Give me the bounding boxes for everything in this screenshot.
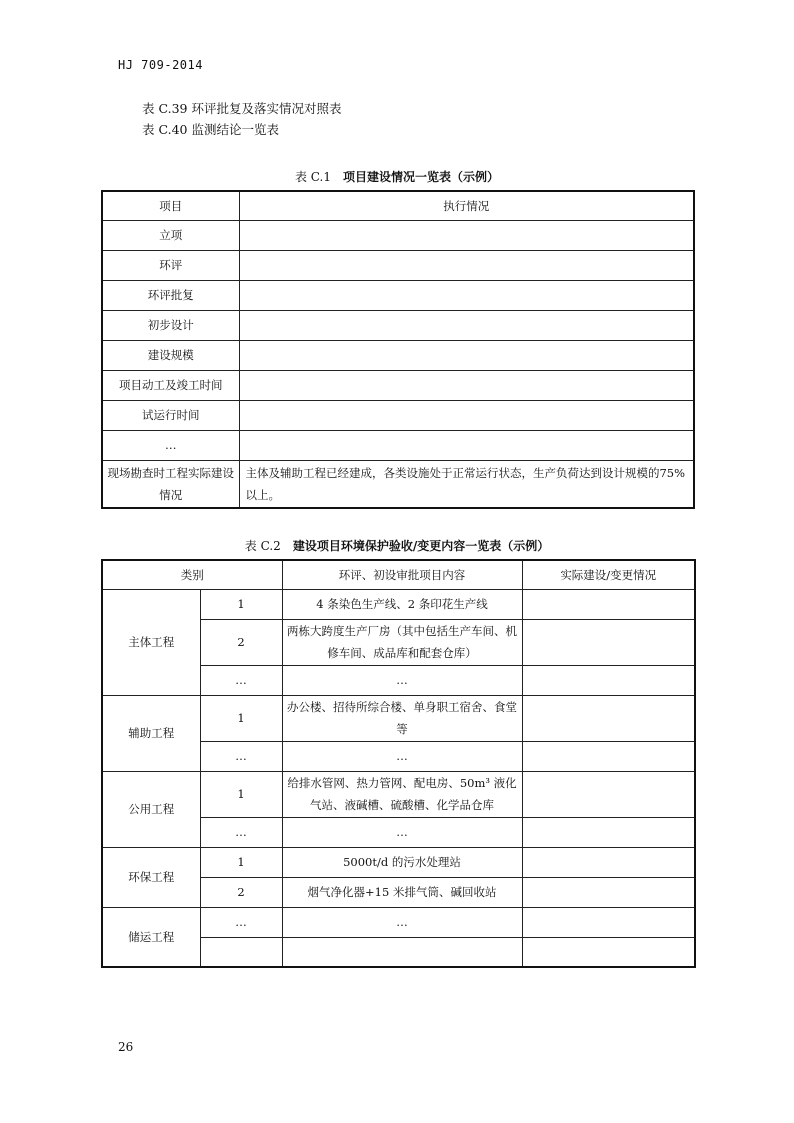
table-c2-caption — [0, 537, 794, 554]
item-cell: 建设规模 — [102, 340, 239, 370]
header-cell: 执行情况 — [239, 191, 694, 220]
actual-cell — [522, 589, 695, 619]
actual-cell — [522, 771, 695, 817]
table-row — [102, 310, 694, 340]
table-row — [102, 280, 694, 310]
actual-cell — [522, 937, 695, 967]
toc-list — [142, 98, 341, 140]
status-cell — [239, 370, 694, 400]
toc-item: 表 C.40 监测结论一览表 — [142, 122, 279, 137]
table-c1-caption — [0, 168, 794, 185]
table-row — [102, 847, 695, 877]
standard-code: HJ 709-2014 — [118, 58, 203, 72]
content-cell — [282, 937, 522, 967]
status-cell — [239, 340, 694, 370]
actual-cell — [522, 695, 695, 741]
item-cell: 环评 — [102, 250, 239, 280]
actual-cell — [522, 665, 695, 695]
table-c2 — [101, 559, 696, 968]
table-header-row — [102, 560, 695, 589]
content-cell: 两栋大跨度生产厂房（其中包括生产车间、机修车间、成品库和配套仓库） — [282, 619, 522, 665]
status-cell — [239, 220, 694, 250]
table-row — [102, 340, 694, 370]
content-cell: 办公楼、招待所综合楼、单身职工宿舍、食堂等 — [282, 695, 522, 741]
toc-item: 表 C.39 环评批复及落实情况对照表 — [142, 101, 342, 116]
table-row — [102, 400, 694, 430]
status-cell — [239, 250, 694, 280]
header-cell: 项目 — [102, 191, 239, 220]
index-cell: 1 — [200, 695, 282, 741]
content-cell: 给排水管网、热力管网、配电房、50m³ 液化气站、液碱槽、硫酸槽、化学品仓库 — [282, 771, 522, 817]
status-cell — [239, 310, 694, 340]
table-header-row — [102, 191, 694, 220]
category-cell: 环保工程 — [102, 847, 200, 907]
item-cell: 立项 — [102, 220, 239, 250]
table-c1 — [101, 190, 695, 509]
actual-cell — [522, 619, 695, 665]
index-cell — [200, 937, 282, 967]
table-c2-title: 建设项目环境保护验收/变更内容一览表（示例） — [292, 539, 550, 553]
actual-cell — [522, 877, 695, 907]
category-cell: 主体工程 — [102, 589, 200, 695]
table-row — [102, 220, 694, 250]
table-row — [102, 695, 695, 741]
category-cell: 辅助工程 — [102, 695, 200, 771]
table-c2-number: 表 C.2 — [244, 539, 281, 553]
index-cell: 1 — [200, 589, 282, 619]
content-cell: 烟气净化器+15 米排气筒、碱回收站 — [282, 877, 522, 907]
header-cell: 实际建设/变更情况 — [522, 560, 695, 589]
table-row — [102, 250, 694, 280]
actual-cell — [522, 847, 695, 877]
status-cell — [239, 280, 694, 310]
index-cell: … — [200, 665, 282, 695]
table-c1-title: 项目建设情况一览表（示例） — [343, 170, 500, 184]
index-cell: … — [200, 907, 282, 937]
header-cell: 环评、初设审批项目内容 — [282, 560, 522, 589]
page-number: 26 — [118, 1040, 134, 1054]
index-cell: 2 — [200, 877, 282, 907]
header-cell: 类别 — [102, 560, 282, 589]
item-cell: … — [102, 430, 239, 460]
index-cell: 1 — [200, 847, 282, 877]
index-cell: 2 — [200, 619, 282, 665]
actual-cell — [522, 817, 695, 847]
item-cell: 初步设计 — [102, 310, 239, 340]
table-row — [102, 430, 694, 460]
content-cell: 4 条染色生产线、2 条印花生产线 — [282, 589, 522, 619]
category-cell: 储运工程 — [102, 907, 200, 967]
actual-cell — [522, 741, 695, 771]
item-cell: 试运行时间 — [102, 400, 239, 430]
index-cell: 1 — [200, 771, 282, 817]
item-cell: 环评批复 — [102, 280, 239, 310]
item-cell: 项目动工及竣工时间 — [102, 370, 239, 400]
table-row — [102, 370, 694, 400]
item-cell: 现场勘查时工程实际建设情况 — [102, 460, 239, 508]
status-cell: 主体及辅助工程已经建成，各类设施处于正常运行状态，生产负荷达到设计规模的75%以上。 — [239, 460, 694, 508]
index-cell: … — [200, 741, 282, 771]
status-cell — [239, 430, 694, 460]
index-cell: … — [200, 817, 282, 847]
status-cell — [239, 400, 694, 430]
content-cell: … — [282, 817, 522, 847]
table-row — [102, 771, 695, 817]
category-cell: 公用工程 — [102, 771, 200, 847]
content-cell: … — [282, 741, 522, 771]
content-cell: … — [282, 907, 522, 937]
table-row — [102, 460, 694, 508]
content-cell: … — [282, 665, 522, 695]
actual-cell — [522, 907, 695, 937]
table-c1-number: 表 C.1 — [294, 170, 331, 184]
table-row — [102, 907, 695, 937]
content-cell: 5000t/d 的污水处理站 — [282, 847, 522, 877]
table-row — [102, 589, 695, 619]
